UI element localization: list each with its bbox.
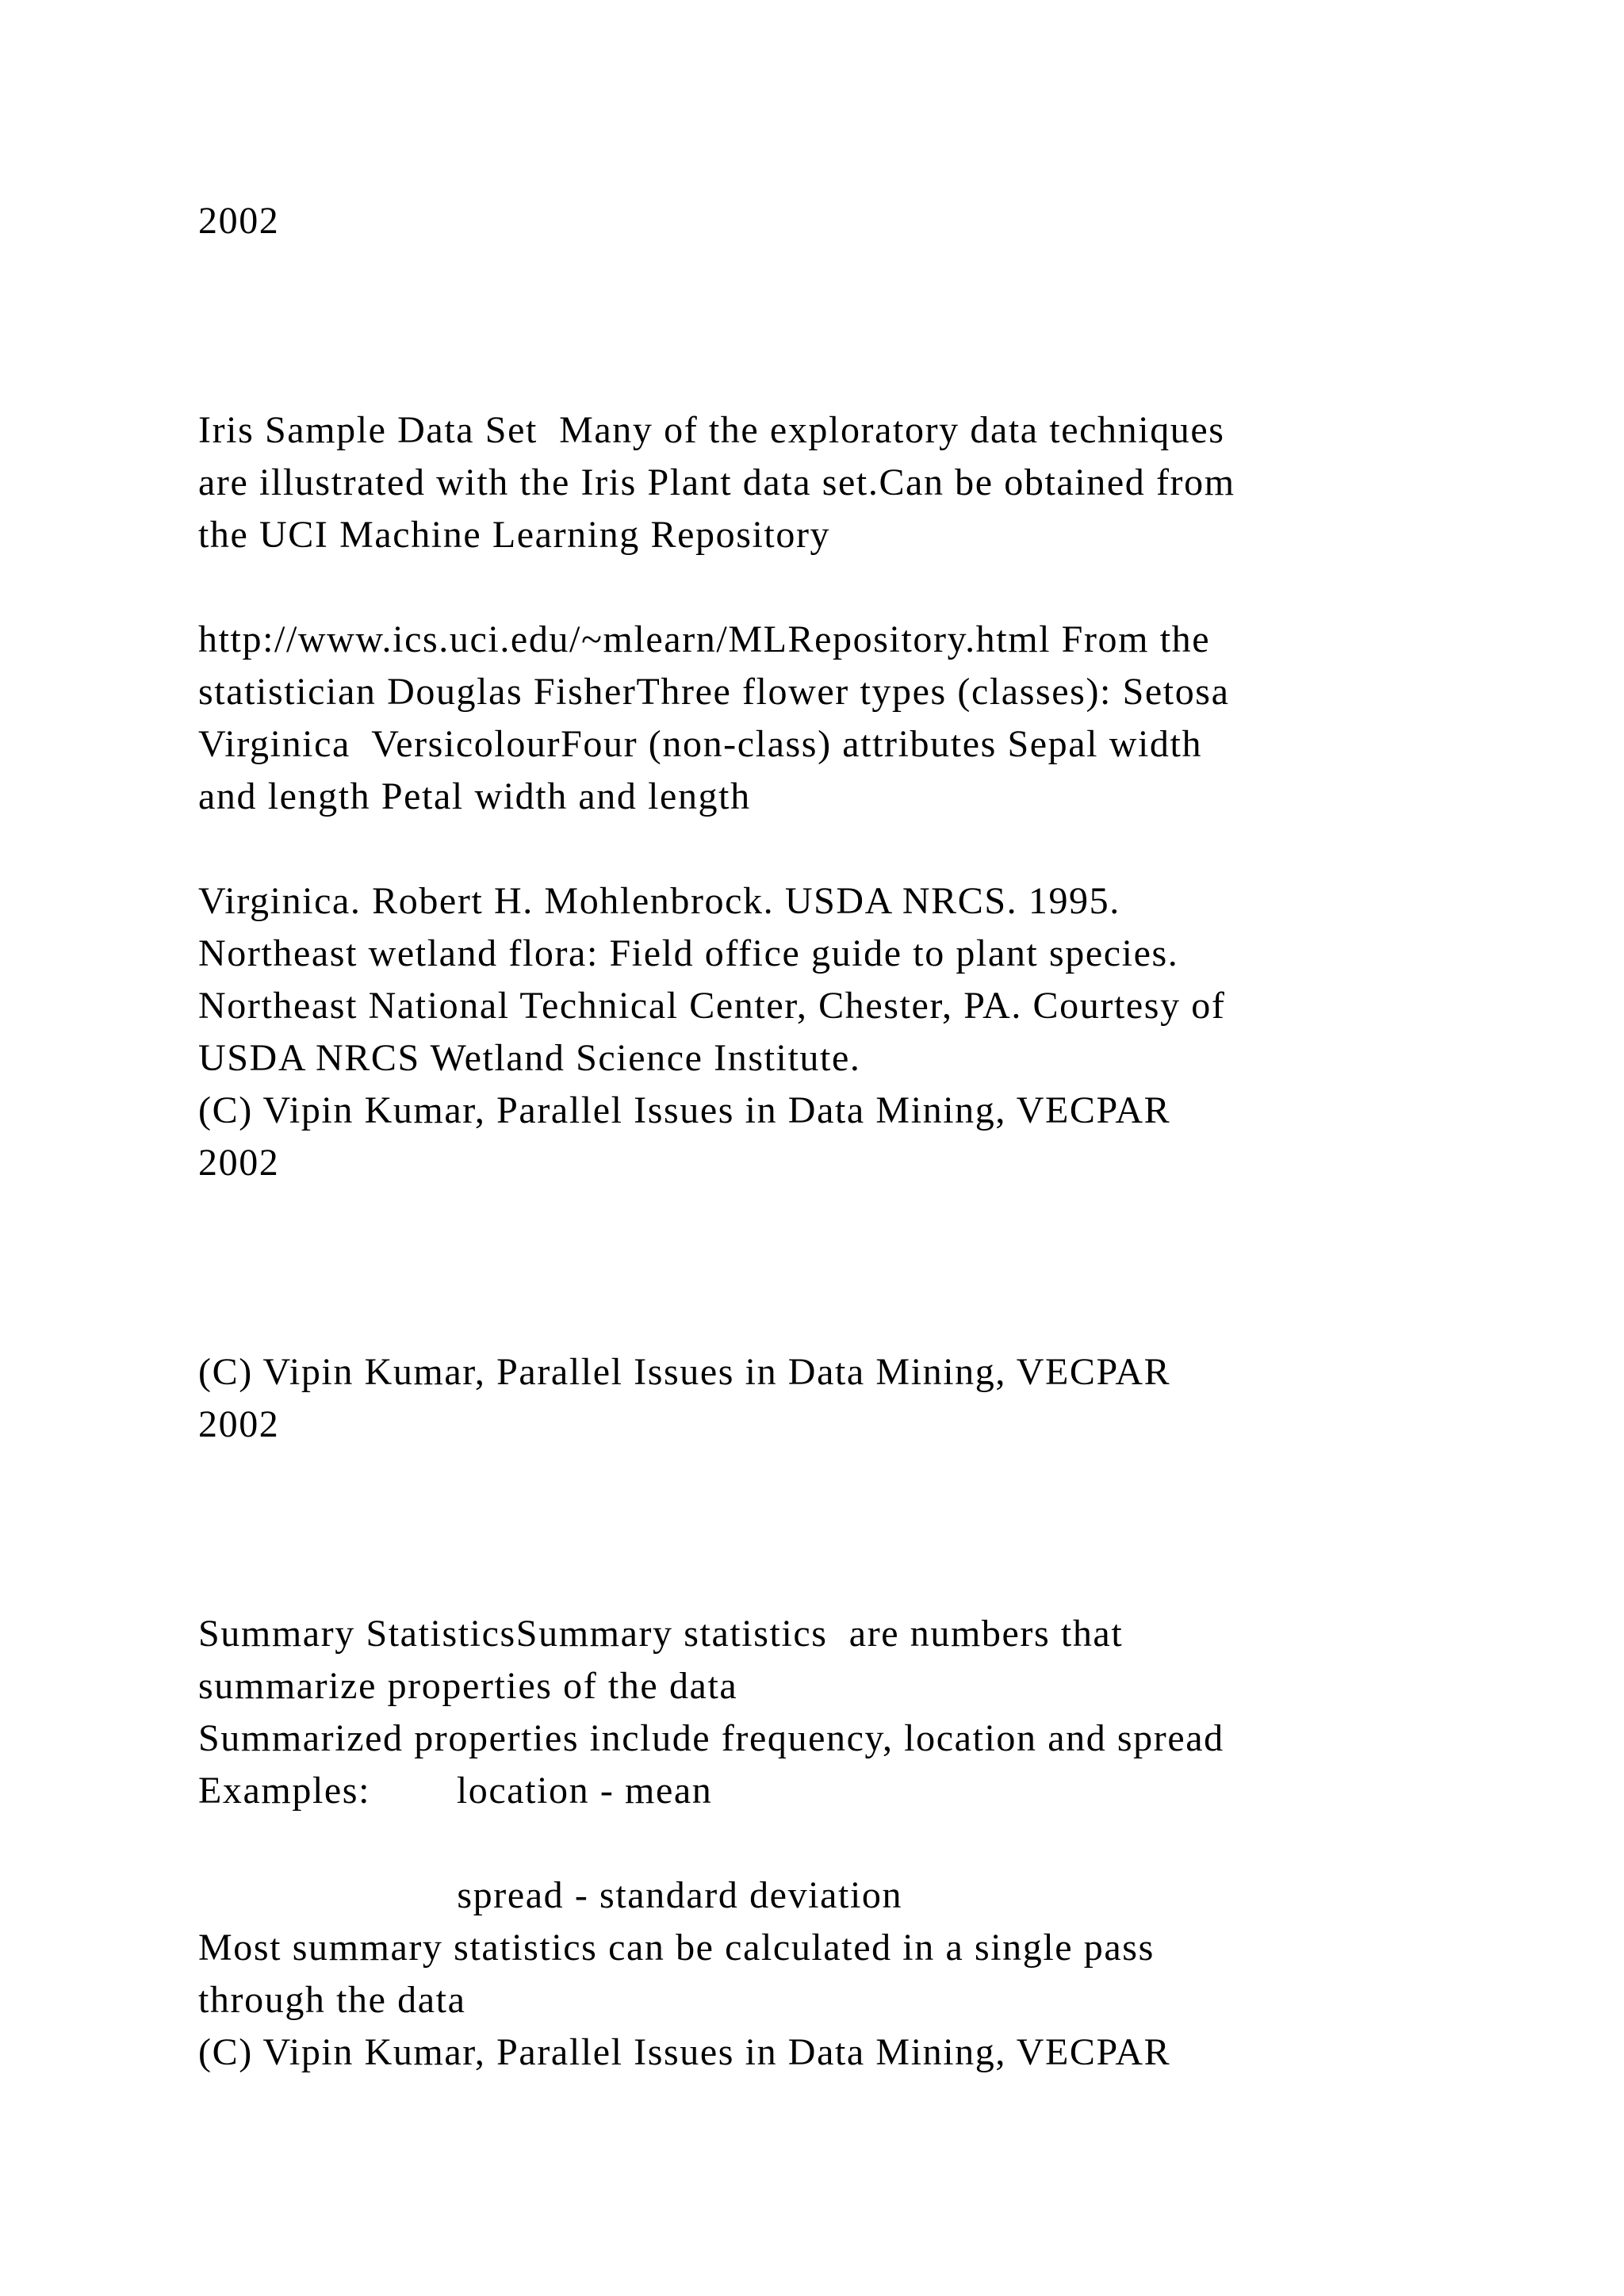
text-line: Northeast National Technical Center, Chester, PA. Courtesy of xyxy=(198,985,1226,1027)
text-line: statistician Douglas FisherThree flower types (classes): Setosa xyxy=(198,671,1230,713)
text-line: Virginica. Robert H. Mohlenbrock. USDA NRCS. 1995. xyxy=(198,880,1120,922)
text-line: Most summary statistics can be calculated in a single pass xyxy=(198,1927,1155,1969)
text-line: 2002 xyxy=(198,1142,280,1184)
text-line: the UCI Machine Learning Repository xyxy=(198,514,831,556)
text-line: through the data xyxy=(198,1979,466,2021)
text-line: are illustrated with the Iris Plant data set.Can be obtained from xyxy=(198,461,1235,503)
text-line: Summarized properties include frequency, location and spread xyxy=(198,1717,1224,1759)
text-line: Examples: location - mean xyxy=(198,1770,713,1812)
text-line: (C) Vipin Kumar, Parallel Issues in Data Mining, VECPAR xyxy=(198,1351,1171,1393)
text-line: http://www.ics.uci.edu/~mlearn/MLRepository.html From the xyxy=(198,618,1211,660)
text-line: Iris Sample Data Set Many of the exploratory data techniques xyxy=(198,409,1225,451)
text-line: Northeast wetland flora: Field office guide to plant species. xyxy=(198,932,1179,974)
text-line: summarize properties of the data xyxy=(198,1665,738,1707)
text-line: Virginica VersicolourFour (non-class) attributes Sepal width xyxy=(198,723,1203,765)
text-line: Summary StatisticsSummary statistics are numbers that xyxy=(198,1613,1124,1655)
text-line: spread - standard deviation xyxy=(198,1874,903,1916)
text-line: 2002 xyxy=(198,1403,280,1445)
text-line: 2002 xyxy=(198,200,280,242)
text-line: (C) Vipin Kumar, Parallel Issues in Data Mining, VECPAR xyxy=(198,1089,1171,1131)
text-line: (C) Vipin Kumar, Parallel Issues in Data Mining, VECPAR xyxy=(198,2031,1171,2073)
text-line: USDA NRCS Wetland Science Institute. xyxy=(198,1037,861,1079)
text-line: and length Petal width and length xyxy=(198,775,751,817)
